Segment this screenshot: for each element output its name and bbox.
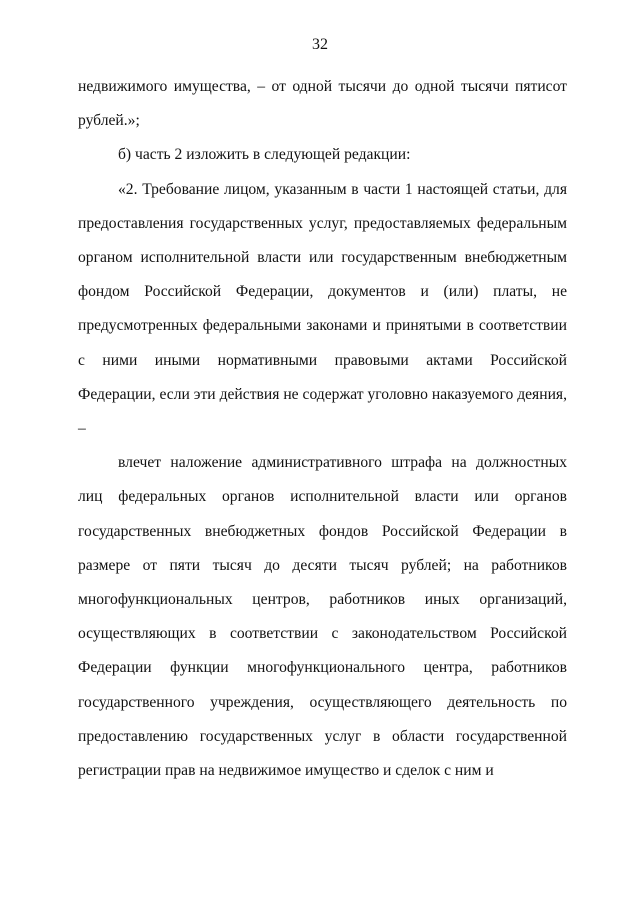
paragraph-1: недвижимого имущества, – от одной тысячи до одной тысячи пятисот рублей.»; [78, 78, 567, 130]
paragraph-3: «2. Требование лицом, указанным в части 1 настоящей статьи, для предоставления государственных услуг, предоставляемых федеральным органом исполнительной власти или государственным внебюджетным фондом Российской Федерации, документов и (или) платы, не предусмотренных федеральными законами и принятыми в соответствии с ними иными нормативными правовыми актами Российской Федерации, если эти действия не содержат уголовно наказуемого деяния, – [78, 180, 567, 438]
paragraph-2: б) часть 2 изложить в следующей редакции: [118, 146, 411, 164]
document-body [78, 70, 567, 788]
page-number: 32 [312, 36, 328, 53]
paragraph-4: влечет наложение административного штрафа на должностных лиц федеральных органов исполнительной власти или органов государственных внебюджетных фондов Российской Федерации в размере от пяти тысяч до десяти тысяч рублей; на работников многофункциональных центров, работников иных организаций, осуществляющих в соответствии с законодательством Российской Федерации функции многофункционального центра, работников государственного учреждения, осуществляющего деятельность по предоставлению государственных услуг в области государственной регистрации прав на недвижимое имущество и сделок с ним и [78, 454, 567, 780]
